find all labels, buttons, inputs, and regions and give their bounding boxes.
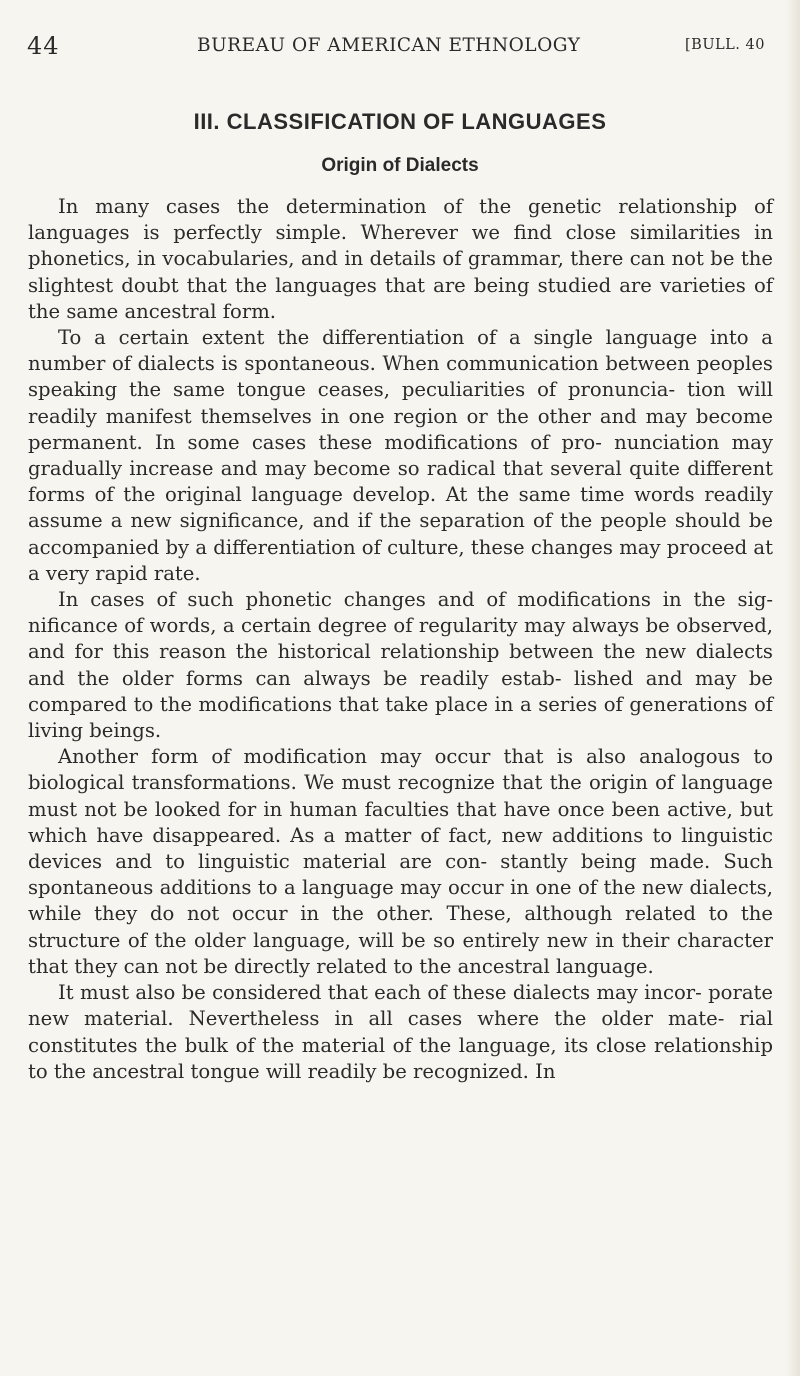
section-subheading: Origin of Dialects (321, 155, 479, 176)
paragraph: Another form of modification may occur that is also analogous to biological transformations. We must recognize that the origin of language must not be looked for in human faculties that have once been active, but which have disappeared. As a matter of fact, new additions to linguistic devices and to linguistic material are con- stantly being made. Such spontaneous additions to a language may occur in one of the new dialects, while they do not occur in the other. These, although related to the structure of the older language, will be so entirely new in their character that they can not be directly related to the ancestral language. (28, 745, 773, 978)
paragraph: In many cases the determination of the genetic relationship of languages is perfectly simple. Wherever we find close similarities in phonetics, in vocabularies, and in details of grammar, there can not be the slightest doubt that the languages that are being studied are varieties of the same ancestral form. (28, 195, 773, 323)
paragraph: It must also be considered that each of these dialects may incor- porate new material. Nevertheless in all cases where the older mate- rial constitutes the bulk of the material of the language, its close relationship to the ancestral tongue will readily be recognized. In (28, 981, 773, 1083)
paragraph: To a certain extent the differentiation of a single language into a number of dialects is spontaneous. When communication between peoples speaking the same tongue ceases, peculiarities of pronuncia- tion will readily manifest themselves in one region or the other and may become permanent. In some cases these modifications of pro- nunciation may gradually increase and may become so radical that several quite different forms of the original language develop. At the same time words readily assume a new significance, and if the separation of the people should be accompanied by a differentiation of culture, these changes may proceed at a very rapid rate. (28, 326, 773, 585)
section-heading: III. CLASSIFICATION OF LANGUAGES (193, 109, 607, 134)
paragraph: In cases of such phonetic changes and of modifications in the sig- nificance of words, a certain degree of regularity may always be observed, and for this reason the historical relationship between the new dialects and the older forms can always be readily estab- lished and may be compared to the modifications that take place in a series of generations of living beings. (28, 588, 773, 743)
body-text (28, 194, 773, 1085)
journal-title: BUREAU OF AMERICAN ETHNOLOGY (197, 35, 581, 56)
running-head (27, 30, 774, 66)
page-edge-shadow (786, 0, 800, 1376)
page-number: 44 (27, 32, 60, 60)
bulletin-number: [BULL. 40 (685, 37, 765, 53)
